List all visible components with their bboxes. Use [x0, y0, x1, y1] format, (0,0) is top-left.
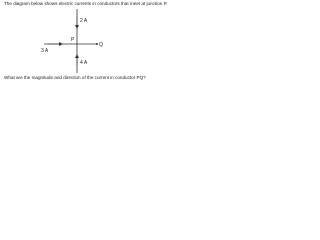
junction-p-label: P	[71, 37, 75, 43]
intro-text: The diagram below shows electric currents in conductors that meet at junction P.	[4, 1, 168, 6]
bottom-current-label: 4 A	[80, 60, 88, 66]
left-current-label: 3 A	[41, 48, 49, 54]
top-current-label: 2 A	[80, 18, 88, 24]
question-text: What are the magnitude and direction of the current in conductor PQ?	[4, 75, 146, 80]
point-q-dot	[96, 43, 98, 45]
point-q-label: Q	[99, 42, 103, 48]
junction-diagram	[0, 0, 200, 84]
